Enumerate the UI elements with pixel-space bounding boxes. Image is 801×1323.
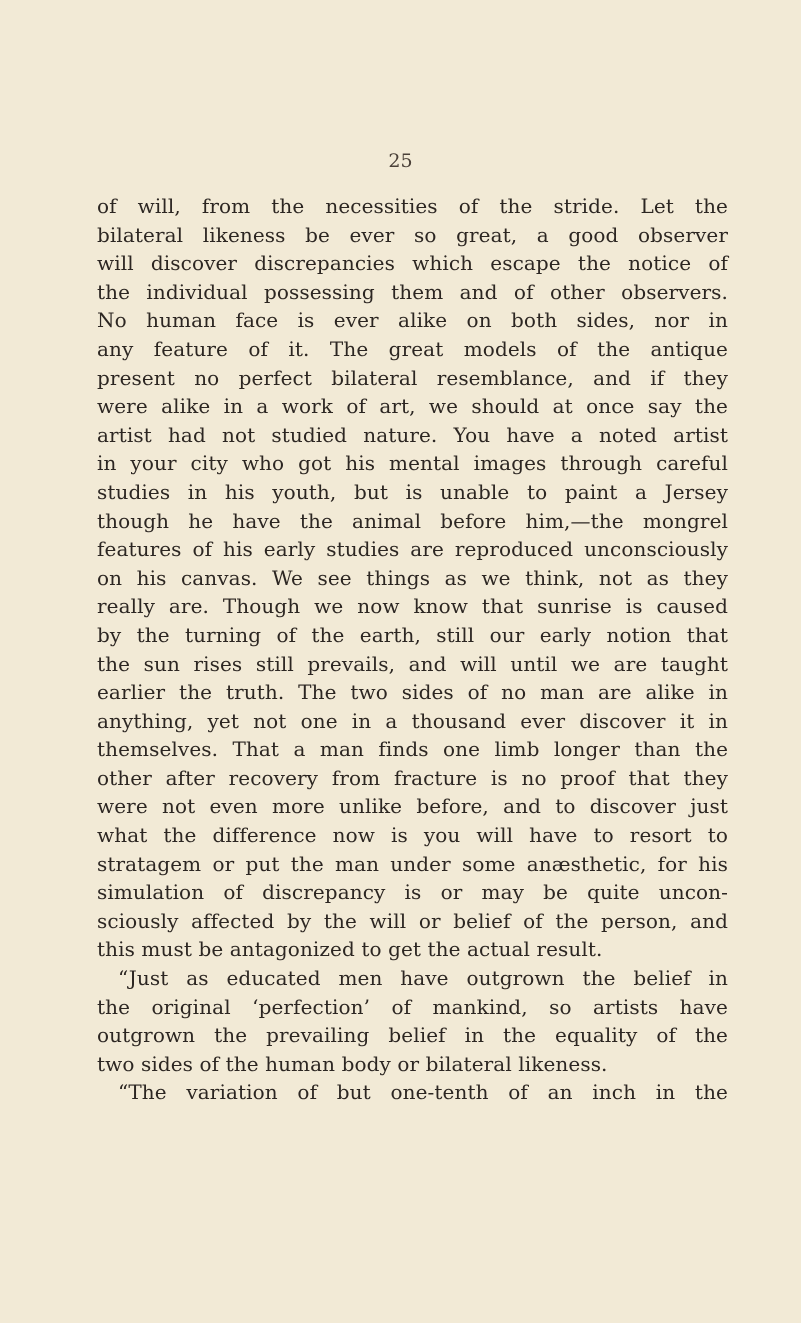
text-line: other after recovery from fracture is no proof that they (97, 765, 728, 790)
text-line: really are. Though we now know that sunrise is caused (97, 594, 728, 619)
text-line: earlier the truth. The two sides of no man are alike in (97, 680, 728, 705)
text-line: artist had not studied nature. You have a noted artist (97, 422, 728, 447)
text-line: themselves. That a man finds one limb longer than the (97, 737, 728, 762)
text-line: the individual possessing them and of other observers. (97, 279, 728, 304)
text-line: present no perfect bilateral resemblance, and if they (97, 365, 728, 390)
text-line: bilateral likeness be ever so great, a good observer (97, 222, 728, 247)
text-line: the sun rises still prevails, and will until we are taught (97, 651, 728, 676)
text-line: this must be antagonized to get the actual result. (97, 937, 603, 962)
text-line: features of his early studies are reproduced unconsciously (97, 537, 728, 562)
text-line: were not even more unlike before, and to discover just (97, 794, 728, 819)
text-line: of will, from the necessities of the stride. Let the (97, 194, 728, 218)
text-line: any feature of it. The great models of the antique (97, 336, 728, 361)
text-line: the original ‘perfection’ of mankind, so artists have (97, 994, 728, 1019)
text-line: in your city who got his mental images through careful (97, 451, 728, 476)
text-line: were alike in a work of art, we should at once say the (97, 394, 728, 419)
text-line: stratagem or put the man under some anæsthetic, for his (97, 851, 728, 876)
text-line: anything, yet not one in a thousand ever discover it in (97, 708, 728, 733)
text-line: what the difference now is you will have to resort to (97, 823, 728, 848)
page-number: 25 (388, 150, 413, 172)
text-line: on his canvas. We see things as we think, not as they (97, 565, 728, 590)
text-line: outgrown the prevailing belief in the equality of the (97, 1023, 728, 1048)
text-line: “The variation of but one-tenth of an inch in the (118, 1080, 728, 1105)
text-line: simulation of discrepancy is or may be quite uncon- (97, 880, 728, 905)
body-text (97, 192, 728, 1107)
text-line: studies in his youth, but is unable to paint a Jersey (97, 479, 728, 504)
text-line: two sides of the human body or bilateral likeness. (97, 1051, 608, 1076)
text-line: though he have the animal before him,—the mongrel (97, 508, 728, 533)
text-line: “Just as educated men have outgrown the belief in (118, 966, 728, 991)
text-line: by the turning of the earth, still our early notion that (97, 622, 728, 647)
text-line: will discover discrepancies which escape the notice of (97, 251, 728, 276)
text-line: No human face is ever alike on both sides, nor in (97, 308, 728, 333)
text-line: sciously affected by the will or belief of the person, and (97, 908, 728, 933)
